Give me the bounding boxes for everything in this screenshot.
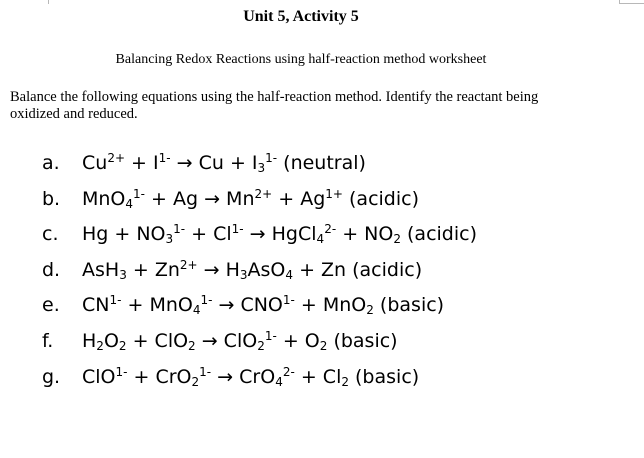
page-title: Unit 5, Activity 5 [243, 8, 359, 25]
equation-text: $Hg + NO_3^{1-} + Cl^{1-}$ → HgCl$_4^{2-}$ + $NO_2$ (acidic) [82, 222, 477, 247]
equation-item [42, 248, 477, 284]
equation-letter: e. [42, 294, 60, 317]
equation-letter: d. [42, 258, 61, 281]
equation-text: $Cu^{2+} + I^{1-} \to Cu + I_3^{1-}$ (neutral) [82, 151, 366, 175]
equation-letter: c. [42, 223, 59, 246]
equation-item [42, 319, 477, 355]
equation-letter: b. [42, 187, 61, 210]
equation-item [42, 283, 477, 319]
equation-letter: a. [42, 152, 60, 174]
page-corner-mark [48, 0, 49, 4]
equation-letter: g. [42, 365, 61, 388]
equation-item [42, 212, 477, 248]
equation-item [42, 177, 477, 213]
equation-letter: f. [42, 329, 54, 352]
equation-text: $AsH_3 + Zn^{2+} \to H_3AsO_4 + Zn$ (acidic) [82, 257, 423, 282]
equation-text: $H_2O_2 + ClO_2 \to ClO_2^{1-} + O_2$ (basic) [82, 328, 398, 353]
equation-text: $CN^{1-} + MnO_4^{1-} \to CNO^{1-} + MnO_2$ (basic) [82, 293, 445, 318]
worksheet-subtitle: Balancing Redox Reactions using half-reaction method worksheet [115, 52, 487, 67]
equation-item [42, 355, 477, 391]
instructions-text: Balance the following equations using the half-reaction method. Identify the reactant being oxidized and reduced. [10, 89, 539, 122]
equation-text: $MnO_4^{1-} + Ag \to Mn^{2+} + Ag^{1+}$ (acidic) [82, 186, 419, 211]
equation-item [42, 141, 477, 177]
equation-text: $ClO^{1-} + CrO_2^{1-} \to CrO_4^{2-} + Cl_2$ (basic) [82, 364, 420, 389]
equation-list [42, 141, 477, 390]
page-corner-mark [619, 3, 644, 4]
